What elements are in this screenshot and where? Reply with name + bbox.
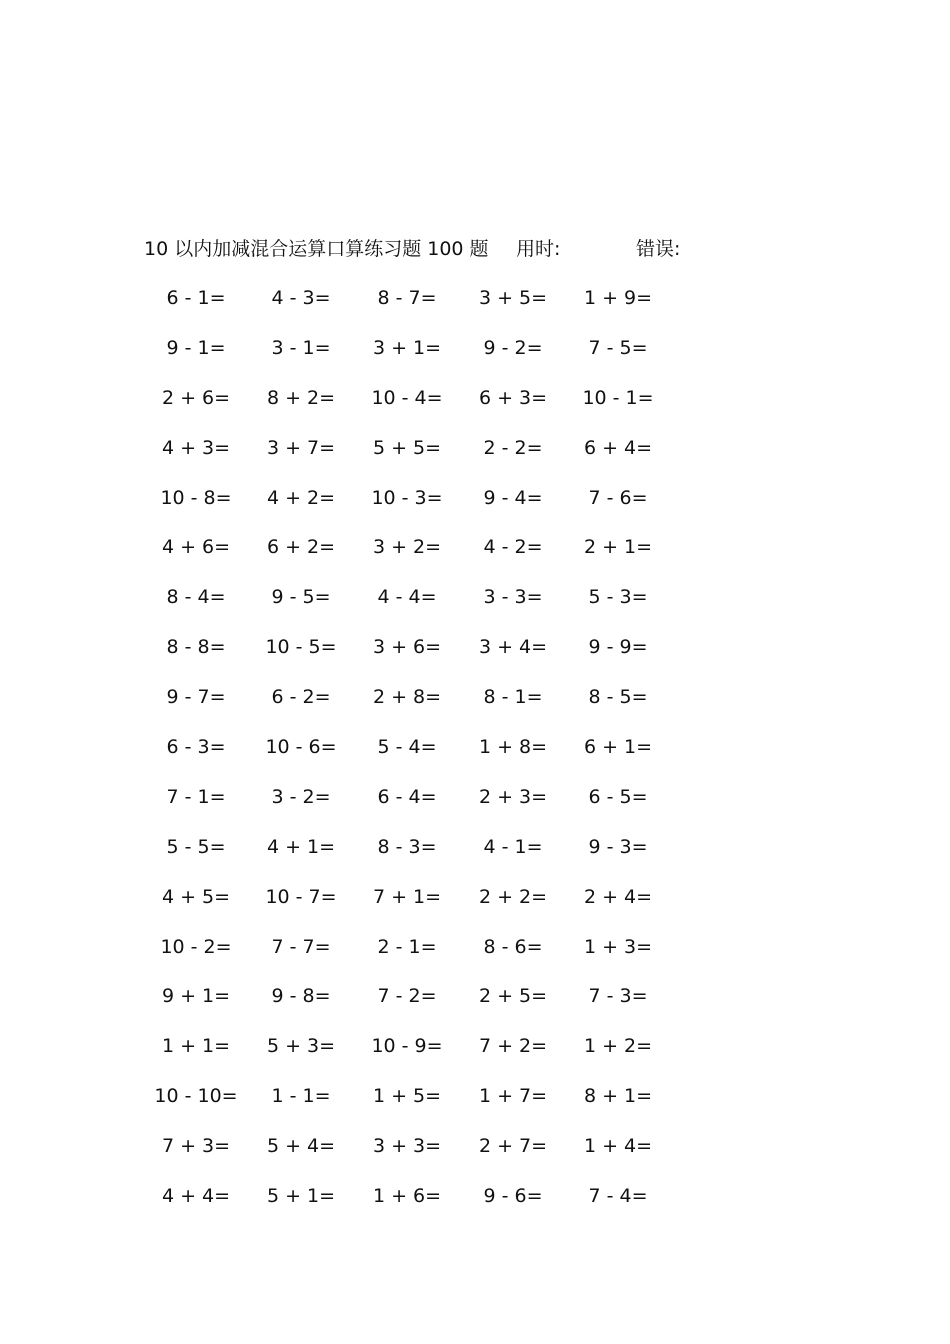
problem-item: 6 + 3= xyxy=(478,386,548,409)
problem-item: 6 + 2= xyxy=(266,536,336,559)
problem-item: 4 + 6= xyxy=(161,536,231,559)
problem-item: 3 + 2= xyxy=(372,536,442,559)
problem-item: 7 - 6= xyxy=(588,486,648,509)
problem-item: 9 - 9= xyxy=(588,636,648,659)
problem-item: 2 + 1= xyxy=(583,536,653,559)
problem-item: 4 - 1= xyxy=(483,835,543,858)
problem-row xyxy=(146,981,686,1031)
problem-item: 6 - 3= xyxy=(166,736,226,759)
problem-item: 7 - 3= xyxy=(588,985,648,1008)
problem-item: 9 - 4= xyxy=(483,486,543,509)
errors-label: 错误: xyxy=(636,238,681,260)
problem-item: 8 + 2= xyxy=(266,386,336,409)
problem-item: 2 + 3= xyxy=(478,785,548,808)
problem-item: 10 - 5= xyxy=(265,636,337,659)
problem-item: 8 - 4= xyxy=(166,586,226,609)
problem-row xyxy=(146,682,686,732)
problem-item: 9 - 7= xyxy=(166,686,226,709)
problem-item: 5 - 3= xyxy=(588,586,648,609)
problem-item: 3 + 7= xyxy=(266,436,336,459)
problem-item: 1 - 1= xyxy=(271,1085,331,1108)
problem-row xyxy=(146,532,686,582)
problem-item: 1 + 9= xyxy=(583,287,653,309)
problem-item: 5 + 5= xyxy=(372,436,442,459)
problem-item: 3 + 6= xyxy=(372,636,442,659)
problem-row xyxy=(146,832,686,882)
problem-item: 9 - 3= xyxy=(588,835,648,858)
problem-item: 7 - 1= xyxy=(166,785,226,808)
problem-item: 4 + 3= xyxy=(161,436,231,459)
problem-item: 10 - 9= xyxy=(371,1035,443,1058)
problem-item: 9 - 8= xyxy=(271,985,331,1008)
problem-item: 7 - 2= xyxy=(377,985,437,1008)
problem-item: 3 + 3= xyxy=(372,1135,442,1158)
problem-item: 4 - 4= xyxy=(377,586,437,609)
problem-item: 5 - 4= xyxy=(377,736,437,759)
problem-item: 2 + 4= xyxy=(583,885,653,908)
problem-row xyxy=(146,333,686,383)
problem-row xyxy=(146,433,686,483)
problem-row xyxy=(146,1131,686,1181)
problem-row xyxy=(146,882,686,932)
problem-item: 9 - 6= xyxy=(483,1185,543,1208)
problem-item: 8 + 1= xyxy=(583,1085,653,1108)
problem-item: 9 + 1= xyxy=(161,985,231,1008)
problem-item: 2 + 2= xyxy=(478,885,548,908)
problem-item: 4 + 2= xyxy=(266,486,336,509)
problem-item: 6 + 1= xyxy=(583,736,653,759)
problem-row xyxy=(146,782,686,832)
problem-item: 7 + 3= xyxy=(161,1135,231,1158)
problem-item: 4 + 5= xyxy=(161,885,231,908)
problem-item: 8 - 3= xyxy=(377,835,437,858)
problem-item: 10 - 3= xyxy=(371,486,443,509)
problem-item: 3 + 1= xyxy=(372,336,442,359)
problem-item: 7 + 1= xyxy=(372,885,442,908)
problem-item: 5 + 4= xyxy=(266,1135,336,1158)
problem-item: 10 - 7= xyxy=(265,885,337,908)
problem-item: 5 - 5= xyxy=(166,835,226,858)
problem-row xyxy=(146,732,686,782)
problem-item: 2 + 7= xyxy=(478,1135,548,1158)
problem-item: 3 + 4= xyxy=(478,636,548,659)
problem-item: 2 - 1= xyxy=(377,935,437,958)
problem-item: 9 - 5= xyxy=(271,586,331,609)
problem-item: 1 + 7= xyxy=(478,1085,548,1108)
problem-item: 10 - 6= xyxy=(265,736,337,759)
problem-item: 3 - 2= xyxy=(271,785,331,808)
problem-item: 4 + 4= xyxy=(161,1185,231,1208)
problem-item: 8 - 5= xyxy=(588,686,648,709)
problem-item: 10 - 1= xyxy=(582,386,654,409)
problem-row xyxy=(146,1181,686,1231)
problem-row xyxy=(146,1031,686,1081)
problem-item: 1 + 1= xyxy=(161,1035,231,1058)
problem-item: 9 - 2= xyxy=(483,336,543,359)
problem-grid xyxy=(146,283,686,1231)
problem-item: 6 - 5= xyxy=(588,785,648,808)
problem-item: 3 - 1= xyxy=(271,336,331,359)
problem-item: 10 - 2= xyxy=(160,935,232,958)
problem-item: 1 + 2= xyxy=(583,1035,653,1058)
problem-item: 10 - 10= xyxy=(154,1085,238,1108)
problem-row xyxy=(146,932,686,982)
problem-item: 1 + 8= xyxy=(478,736,548,759)
problem-row xyxy=(146,283,686,333)
problem-row xyxy=(146,582,686,632)
problem-item: 9 - 1= xyxy=(166,336,226,359)
problem-item: 8 - 7= xyxy=(377,287,437,309)
problem-row xyxy=(146,1081,686,1131)
problem-item: 2 + 8= xyxy=(372,686,442,709)
problem-item: 2 - 2= xyxy=(483,436,543,459)
problem-item: 2 + 6= xyxy=(161,386,231,409)
problem-row xyxy=(146,383,686,433)
problem-item: 4 - 3= xyxy=(271,287,331,309)
problem-item: 7 - 7= xyxy=(271,935,331,958)
problem-item: 1 + 5= xyxy=(372,1085,442,1108)
problem-item: 8 - 1= xyxy=(483,686,543,709)
problem-row xyxy=(146,632,686,682)
problem-item: 2 + 5= xyxy=(478,985,548,1008)
problem-item: 6 - 1= xyxy=(166,287,226,309)
time-used-label: 用时: xyxy=(516,238,561,260)
problem-item: 3 - 3= xyxy=(483,586,543,609)
problem-item: 4 + 1= xyxy=(266,835,336,858)
problem-item: 6 + 4= xyxy=(583,436,653,459)
problem-item: 6 - 4= xyxy=(377,785,437,808)
problem-item: 10 - 4= xyxy=(371,386,443,409)
problem-item: 6 - 2= xyxy=(271,686,331,709)
problem-item: 4 - 2= xyxy=(483,536,543,559)
problem-item: 1 + 6= xyxy=(372,1185,442,1208)
problem-item: 1 + 4= xyxy=(583,1135,653,1158)
problem-item: 8 - 8= xyxy=(166,636,226,659)
problem-item: 1 + 3= xyxy=(583,935,653,958)
problem-item: 8 - 6= xyxy=(483,935,543,958)
problem-item: 7 - 4= xyxy=(588,1185,648,1208)
problem-item: 3 + 5= xyxy=(478,287,548,309)
problem-item: 7 + 2= xyxy=(478,1035,548,1058)
problem-item: 10 - 8= xyxy=(160,486,232,509)
problem-item: 5 + 1= xyxy=(266,1185,336,1208)
problem-row xyxy=(146,483,686,533)
worksheet-title: 10 以内加减混合运算口算练习题 100 题 xyxy=(144,238,489,260)
problem-item: 7 - 5= xyxy=(588,336,648,359)
problem-item: 5 + 3= xyxy=(266,1035,336,1058)
